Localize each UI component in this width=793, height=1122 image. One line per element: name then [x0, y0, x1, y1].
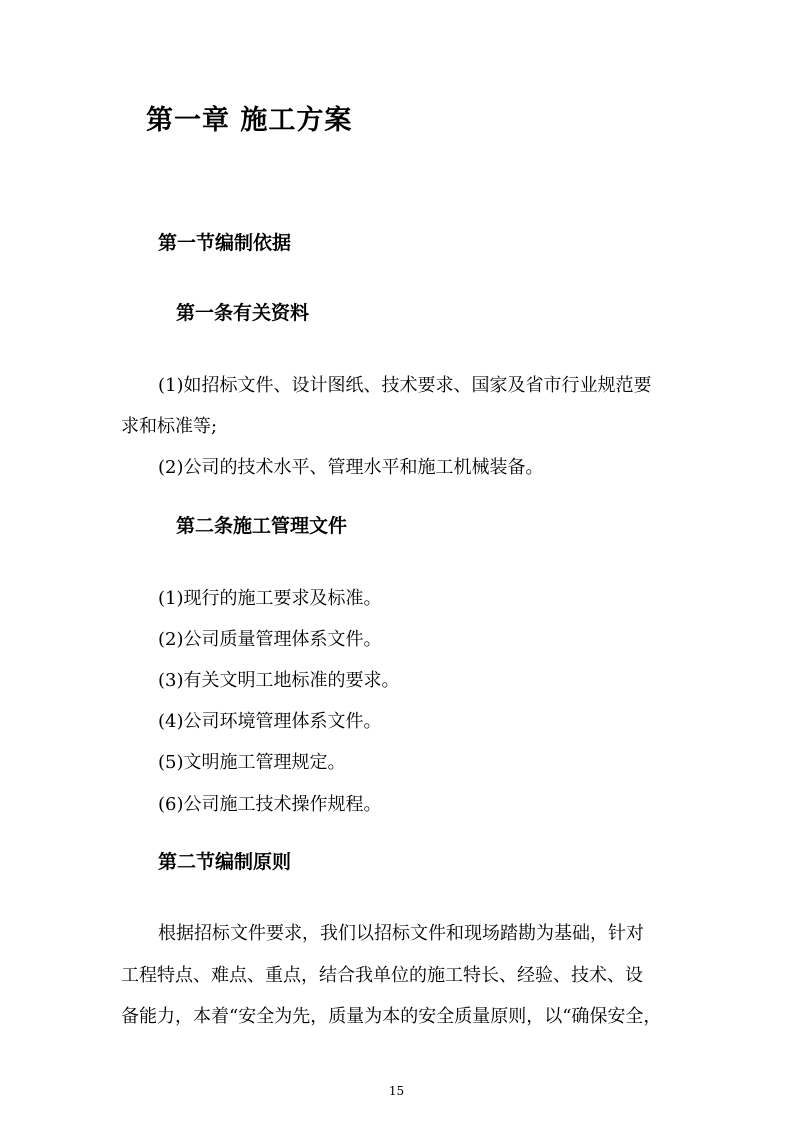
paragraph-line: 根据招标文件要求，我们以招标文件和现场踏勘为基础，针对	[158, 923, 644, 944]
list-item: (5)文明施工管理规定。	[158, 752, 346, 773]
page-number: 15	[388, 1084, 405, 1098]
list-item: (6)公司施工技术操作规程。	[158, 794, 382, 815]
article-title-materials: 第一条有关资料	[176, 302, 310, 324]
paragraph-line: 工程特点、难点、重点，结合我单位的施工特长、经验、技术、设	[121, 965, 643, 986]
paragraph-line: (2)公司的技术水平、管理水平和施工机械装备。	[158, 457, 544, 478]
section-title-principles: 第二节编制原则	[158, 851, 292, 873]
paragraph-line: 求和标准等;	[121, 416, 218, 437]
list-item: (4)公司环境管理体系文件。	[158, 711, 382, 732]
list-item: (3)有关文明工地标准的要求。	[158, 670, 400, 691]
chapter-title: 第一章 施工方案	[146, 105, 353, 136]
list-item: (2)公司质量管理体系文件。	[158, 629, 382, 650]
list-item: (1)现行的施工要求及标准。	[158, 588, 382, 609]
paragraph-line: (1)如招标文件、设计图纸、技术要求、国家及省市行业规范要	[158, 375, 652, 396]
paragraph-line: 备能力，本着“安全为先，质量为本的安全质量原则，以“确保安全，	[121, 1006, 662, 1027]
section-title-basis: 第一节编制依据	[158, 232, 292, 254]
article-title-management-docs: 第二条施工管理文件	[176, 515, 348, 537]
